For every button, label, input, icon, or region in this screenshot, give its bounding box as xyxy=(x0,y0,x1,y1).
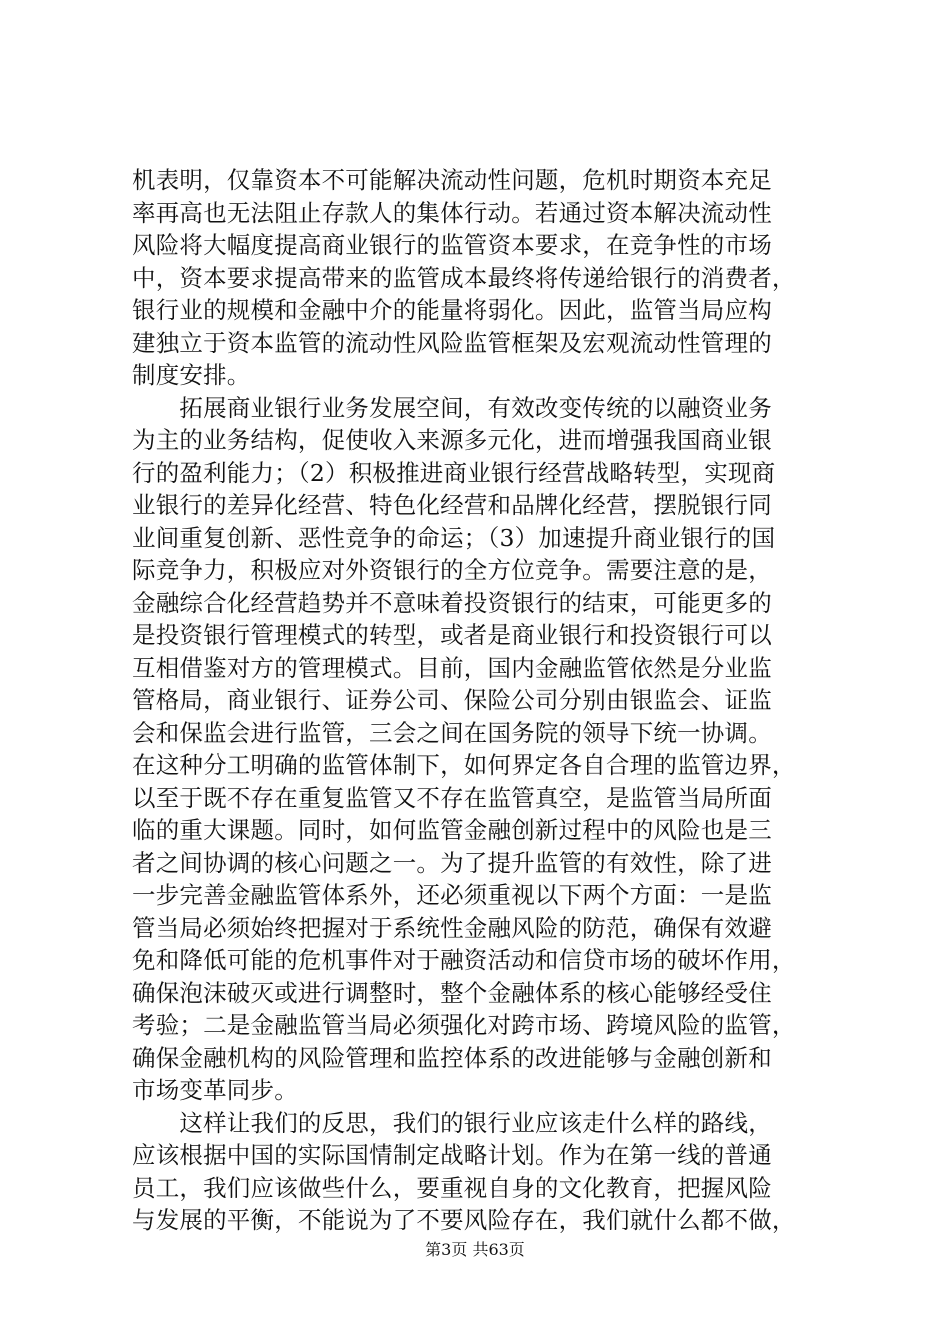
text-line: 在这种分工明确的监管体制下，如何界定各自合理的监管边界， xyxy=(132,751,796,779)
text-line: 拓展商业银行业务发展空间，有效改变传统的以融资业务 xyxy=(132,393,772,422)
text-line: 会和保监会进行监管，三会之间在国务院的领导下统一协调。 xyxy=(132,718,772,747)
page-number-footer: 第3页 共63页 xyxy=(425,1240,525,1259)
text-line: 际竞争力，积极应对外资银行的全方位竞争。需要注意的是， xyxy=(132,556,772,584)
text-line: 者之间协调的核心问题之一。为了提升监管的有效性，除了进 xyxy=(132,848,772,877)
text-line: 免和降低可能的危机事件对于融资活动和信贷市场的破坏作用， xyxy=(132,946,796,974)
text-line: 确保金融机构的风险管理和监控体系的改进能够与金融创新和 xyxy=(132,1043,772,1072)
text-line: 互相借鉴对方的管理模式。目前，国内金融监管依然是分业监 xyxy=(132,653,772,682)
text-line: 银行业的规模和金融中介的能量将弱化。因此，监管当局应构 xyxy=(132,296,772,324)
text-line: 这样让我们的反思，我们的银行业应该走什么样的路线， xyxy=(132,1108,772,1137)
text-line: 金融综合化经营趋势并不意味着投资银行的结束，可能更多的 xyxy=(132,588,772,617)
text-line: 以至于既不存在重复监管又不存在监管真空，是监管当局所面 xyxy=(132,783,772,812)
text-line: 业银行的差异化经营、特色化经营和品牌化经营，摆脱银行同 xyxy=(132,491,772,519)
text-line: 行的盈利能力；（2）积极推进商业银行经营战略转型，实现商 xyxy=(132,458,776,487)
text-line: 建独立于资本监管的流动性风险监管框架及宏观流动性管理的 xyxy=(132,328,772,357)
text-line: 为主的业务结构，促使收入来源多元化，进而增强我国商业银 xyxy=(132,426,772,454)
text-line: 临的重大课题。同时，如何监管金融创新过程中的风险也是三 xyxy=(132,816,772,844)
text-line: 考验；二是金融监管当局必须强化对跨市场、跨境风险的监管， xyxy=(132,1011,796,1039)
document-body xyxy=(132,164,832,1237)
text-line: 应该根据中国的实际国情制定战略计划。作为在第一线的普通 xyxy=(132,1141,772,1169)
text-line: 与发展的平衡，不能说为了不要风险存在，我们就什么都不做， xyxy=(132,1206,796,1234)
text-line: 业间重复创新、恶性竞争的命运；（3）加速提升商业银行的国 xyxy=(132,523,776,552)
text-line: 机表明，仅靠资本不可能解决流动性问题，危机时期资本充足 xyxy=(132,166,772,194)
text-line: 管当局必须始终把握对于系统性金融风险的防范，确保有效避 xyxy=(132,913,772,942)
text-line: 中，资本要求提高带来的监管成本最终将传递给银行的消费者， xyxy=(132,263,796,292)
text-line: 是投资银行管理模式的转型，或者是商业银行和投资银行可以 xyxy=(132,621,772,649)
text-line: 管格局，商业银行、证券公司、保险公司分别由银监会、证监 xyxy=(132,686,772,714)
text-line: 风险将大幅度提高商业银行的监管资本要求，在竞争性的市场 xyxy=(132,231,772,259)
text-line: 市场变革同步。 xyxy=(132,1076,298,1104)
text-line: 员工，我们应该做些什么，要重视自身的文化教育，把握风险 xyxy=(132,1173,772,1202)
text-line: 一步完善金融监管体系外，还必须重视以下两个方面：一是监 xyxy=(132,881,772,909)
text-line: 确保泡沫破灭或进行调整时，整个金融体系的核心能够经受住 xyxy=(132,978,772,1007)
text-line: 率再高也无法阻止存款人的集体行动。若通过资本解决流动性 xyxy=(132,198,772,227)
text-line: 制度安排。 xyxy=(132,361,251,389)
